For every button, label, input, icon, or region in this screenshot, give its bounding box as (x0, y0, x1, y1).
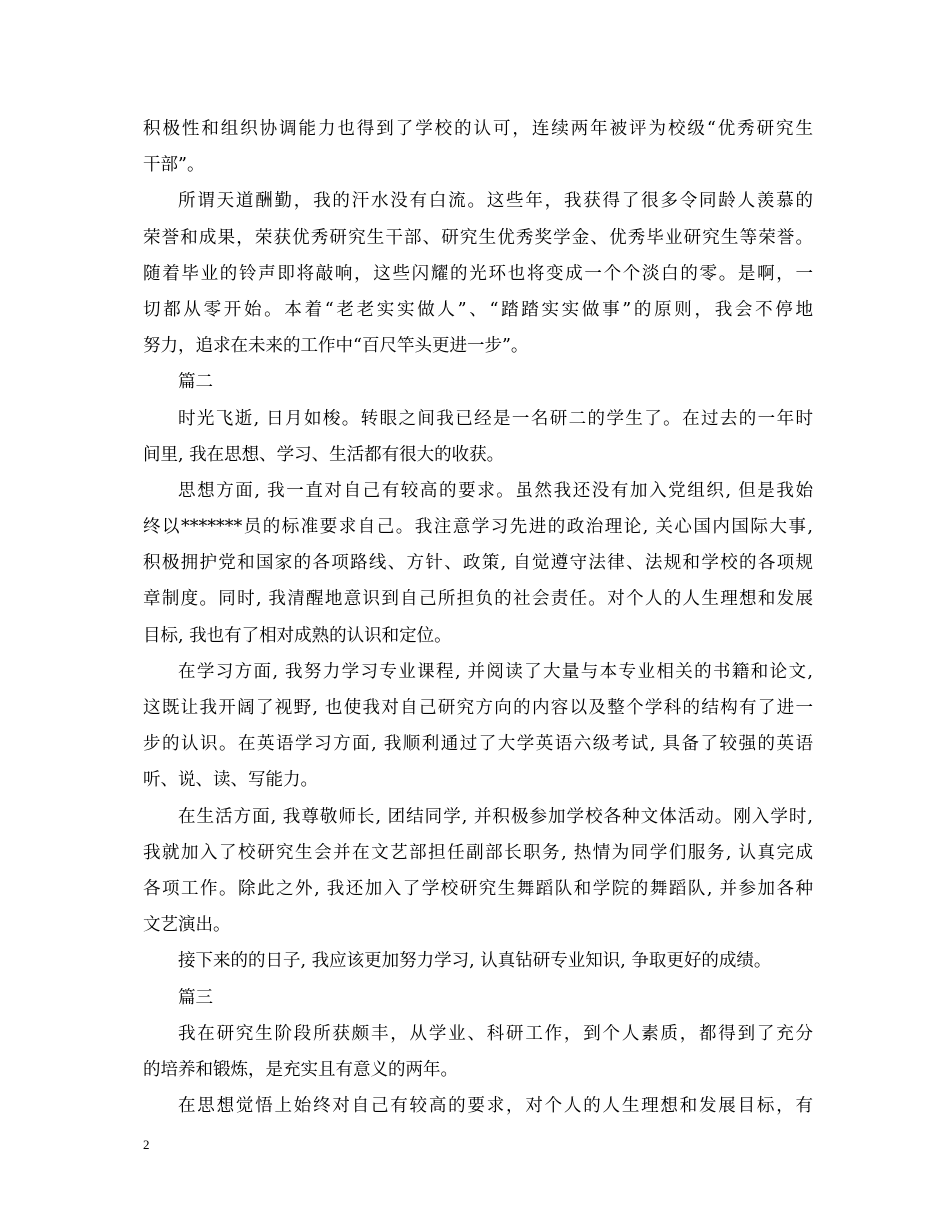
text-line: 的培养和锻炼，是充实且有意义的两年。 (143, 1059, 458, 1080)
text-line: 努力，追求在未来的工作中“百尺竿头更进一步”。 (143, 336, 529, 357)
text-line: 所谓天道酬勤，我的汗水没有白流。这些年，我获得了很多令同龄人羡慕的 (178, 191, 813, 212)
text-line: 步的认识。在英语学习方面, 我顺利通过了大学英语六级考试, 具备了较强的英语 (143, 734, 813, 755)
text-line: 文艺演出。 (143, 915, 231, 936)
text-line: 各项工作。除此之外, 我还加入了学校研究生舞蹈队和学院的舞蹈队, 并参加各种 (143, 878, 813, 899)
text-line: 章制度。同时, 我清醒地意识到自己所担负的社会责任。对个人的人生理想和发展 (143, 589, 813, 610)
text-line: 在思想觉悟上始终对自己有较高的要求，对个人的人生理想和发展目标，有 (178, 1096, 813, 1117)
text-line: 目标, 我也有了相对成熟的认识和定位。 (143, 625, 452, 646)
text-line: 终以*******员的标准要求自己。我注意学习先进的政治理论, 关心国内国际大事, (143, 517, 813, 538)
text-line: 我就加入了校研究生会并在文艺部担任副部长职务, 热情为同学们服务, 认真完成 (143, 842, 813, 863)
text-line: 接下来的的日子, 我应该更加努力学习, 认真钻研专业知识, 争取更好的成绩。 (178, 951, 772, 972)
text-line: 在学习方面, 我努力学习专业课程, 并阅读了大量与本专业相关的书籍和论文, (178, 661, 813, 682)
text-line: 切都从零开始。本着“老老实实做人”、“踏踏实实做事”的原则，我会不停地 (143, 299, 813, 320)
text-line: 在生活方面, 我尊敬师长, 团结同学, 并积极参加学校各种文体活动。刚入学时, (178, 806, 813, 827)
text-line: 思想方面, 我一直对自己有较高的要求。虽然我还没有加入党组织, 但是我始 (178, 480, 813, 501)
document-body (143, 111, 813, 1124)
text-line: 时光飞逝, 日月如梭。转眼之间我已经是一名研二的学生了。在过去的一年时 (178, 408, 813, 429)
text-line: 随着毕业的铃声即将敲响，这些闪耀的光环也将变成一个个淡白的零。是啊，一 (143, 263, 813, 284)
text-line: 积极拥护党和国家的各项路线、方针、政策, 自觉遵守法律、法规和学校的各项规 (143, 553, 813, 574)
text-line: 这既让我开阔了视野, 也使我对自己研究方向的内容以及整个学科的结构有了进一 (143, 698, 813, 718)
text-line: 积极性和组织协调能力也得到了学校的认可，连续两年被评为校级“优秀研究生 (143, 119, 813, 139)
text-line: 干部”。 (143, 155, 205, 176)
text-line: 荣誉和成果，荣获优秀研究生干部、研究生优秀奖学金、优秀毕业研究生等荣誉。 (143, 227, 813, 248)
section-heading: 篇三 (178, 987, 213, 1008)
section-heading: 篇二 (178, 372, 213, 393)
text-line: 间里, 我在思想、学习、生活都有很大的收获。 (143, 444, 505, 465)
text-line: 听、说、读、写能力。 (143, 770, 318, 791)
text-line: 我在研究生阶段所获颇丰，从学业、科研工作，到个人素质，都得到了充分 (178, 1023, 813, 1044)
page-number: 2 (143, 1137, 150, 1152)
